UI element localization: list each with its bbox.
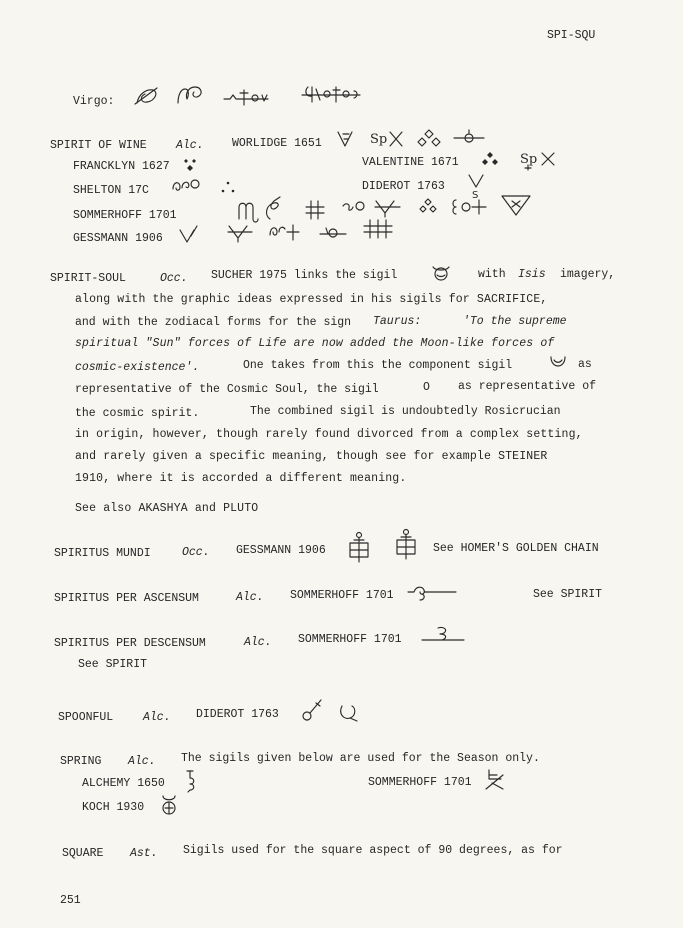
valentine-sigil-spx-icon — [520, 148, 560, 172]
spring-koch-sigil-icon — [160, 793, 178, 817]
entry-tag: Alc. — [176, 139, 204, 152]
entry-term: SPIRIT-SOUL — [50, 272, 126, 285]
wine-sigil-spx-icon — [370, 128, 404, 152]
source-worlidge: WORLIDGE 1651 — [232, 137, 322, 150]
body-text-italic: Isis — [518, 268, 546, 281]
body-text: with — [478, 268, 506, 281]
source-gessmann: GESSMANN 1906 — [236, 544, 326, 557]
soul-component-sigil-icon — [548, 353, 568, 371]
mundi-sigil-1-icon — [347, 530, 371, 564]
see-reference: See SPIRIT — [78, 658, 148, 671]
body-text: representative of the Cosmic Soul, the sigil — [75, 383, 379, 396]
entry-tag: Alc. — [244, 636, 272, 649]
entry-term: SQUARE — [62, 847, 104, 860]
source-alchemy: ALCHEMY 1650 — [82, 777, 165, 790]
body-text: as — [578, 358, 592, 371]
body-text: the cosmic spirit. — [75, 407, 200, 420]
source-sommerhoff: SOMMERHOFF 1701 — [290, 589, 394, 602]
spoonful-sigil-1-icon — [300, 697, 324, 723]
body-text: and with the zodiacal forms for the sign — [75, 316, 352, 329]
virgo-sigil-4-icon — [300, 82, 364, 106]
spoonful-sigil-2-icon — [338, 702, 360, 722]
source-sommerhoff: SOMMERHOFF 1701 — [298, 633, 402, 646]
mundi-sigil-2-icon — [394, 527, 418, 561]
body-text: SUCHER 1975 links the sigil — [211, 269, 398, 282]
source-shelton: SHELTON 17C — [73, 184, 149, 197]
gessmann-sigil-2-icon — [226, 222, 254, 244]
svg-text:S: S — [472, 190, 479, 201]
virgo-sigil-2-icon — [175, 83, 209, 107]
body-text: and rarely given a specific meaning, though see for example STEINER — [75, 450, 548, 463]
body-text: in origin, however, though rarely found divorced from a complex setting, — [75, 428, 583, 441]
source-valentine: VALENTINE 1671 — [362, 156, 459, 169]
source-sommerhoff: SOMMERHOFF 1701 — [73, 209, 177, 222]
body-text-italic: 'To the supreme — [463, 315, 567, 328]
spring-sommerhoff-sigil-icon — [483, 767, 507, 793]
entry-tag: Alc. — [128, 755, 156, 768]
shelton-sigil-icon — [170, 175, 204, 197]
source-gessmann: GESSMANN 1906 — [73, 232, 163, 245]
entry-term: SPIRIT OF WINE — [50, 139, 147, 152]
sommerhoff-sigil-triangle-icon — [500, 193, 532, 217]
wine-sigil-v-icon — [335, 128, 355, 150]
valentine-sigil-dots-icon — [480, 149, 500, 169]
see-reference: See SPIRIT — [533, 588, 603, 601]
body-text: along with the graphic ideas expressed in his sigils for SACRIFICE, — [75, 293, 548, 306]
entry-term: SPIRITUS PER ASCENSUM — [54, 592, 199, 605]
virgo-label: Virgo: — [73, 95, 115, 108]
source-francklyn: FRANCKLYN 1627 — [73, 160, 170, 173]
francklyn-sigil-icon — [182, 155, 198, 175]
soul-sigil-icon — [430, 263, 452, 283]
svg-text:Sp: Sp — [370, 132, 388, 147]
body-text: O — [423, 381, 430, 394]
body-text: Sigils used for the square aspect of 90 degrees, as for — [183, 844, 563, 857]
gessmann-sigil-hash-icon — [362, 218, 396, 240]
wine-sigil-diamonds-icon — [416, 128, 442, 150]
body-text: 1910, where it is accorded a different meaning. — [75, 472, 407, 485]
body-text-italic: cosmic-existence'. — [75, 361, 200, 374]
see-reference: See HOMER'S GOLDEN CHAIN — [433, 542, 599, 555]
ascensum-sigil-icon — [406, 580, 458, 606]
svg-text:Sp: Sp — [520, 152, 538, 167]
body-text: The sigils given below are used for the Season only. — [181, 752, 540, 765]
shelton-sigil-dots-icon — [220, 180, 236, 194]
body-text-italic: spiritual "Sun" forces of Life are now added the Moon-like forces of — [75, 337, 555, 350]
virgo-sigil-3-icon — [222, 85, 274, 107]
page-range-header: SPI-SQU — [547, 29, 596, 42]
entry-tag: Occ. — [160, 272, 188, 285]
source-diderot: DIDEROT 1763 — [196, 708, 279, 721]
source-koch: KOCH 1930 — [82, 801, 145, 814]
body-text: as representative of — [458, 380, 597, 393]
wine-sigil-circle-line-icon — [452, 128, 486, 148]
sommerhoff-sigil-2-icon — [340, 198, 370, 218]
see-also: See also AKASHYA and PLUTO — [75, 502, 259, 515]
sommerhoff-sigil-4-icon — [419, 197, 437, 215]
source-sommerhoff: SOMMERHOFF 1701 — [368, 776, 472, 789]
page-number: 251 — [60, 894, 81, 907]
entry-tag: Ast. — [130, 847, 158, 860]
sommerhoff-sigil-3-icon — [373, 197, 403, 219]
entry-term: SPIRITUS MUNDI — [54, 547, 151, 560]
entry-tag: Alc. — [143, 711, 171, 724]
sommerhoff-sigil-hash-icon — [304, 199, 326, 221]
body-text: imagery, — [560, 268, 616, 281]
sommerhoff-sigil-5-icon — [448, 195, 488, 219]
gessmann-sigil-4-icon — [318, 222, 348, 242]
body-text-italic: Taurus: — [373, 315, 422, 328]
entry-term: SPRING — [60, 755, 102, 768]
spring-alchemy-sigil-icon — [183, 768, 199, 796]
entry-term: SPOONFUL — [58, 711, 114, 724]
gessmann-sigil-3-icon — [267, 220, 301, 244]
source-diderot: DIDEROT 1763 — [362, 180, 445, 193]
gessmann-sigil-1-icon — [177, 224, 203, 246]
descensum-sigil-icon — [420, 622, 466, 648]
entry-term: SPIRITUS PER DESCENSUM — [54, 637, 206, 650]
virgo-sigil-1-icon — [133, 85, 161, 107]
body-text: One takes from this the component sigil — [243, 359, 513, 372]
entry-tag: Alc. — [236, 591, 264, 604]
entry-tag: Occ. — [182, 546, 210, 559]
body-text: The combined sigil is undoubtedly Rosicrucian — [250, 405, 561, 418]
